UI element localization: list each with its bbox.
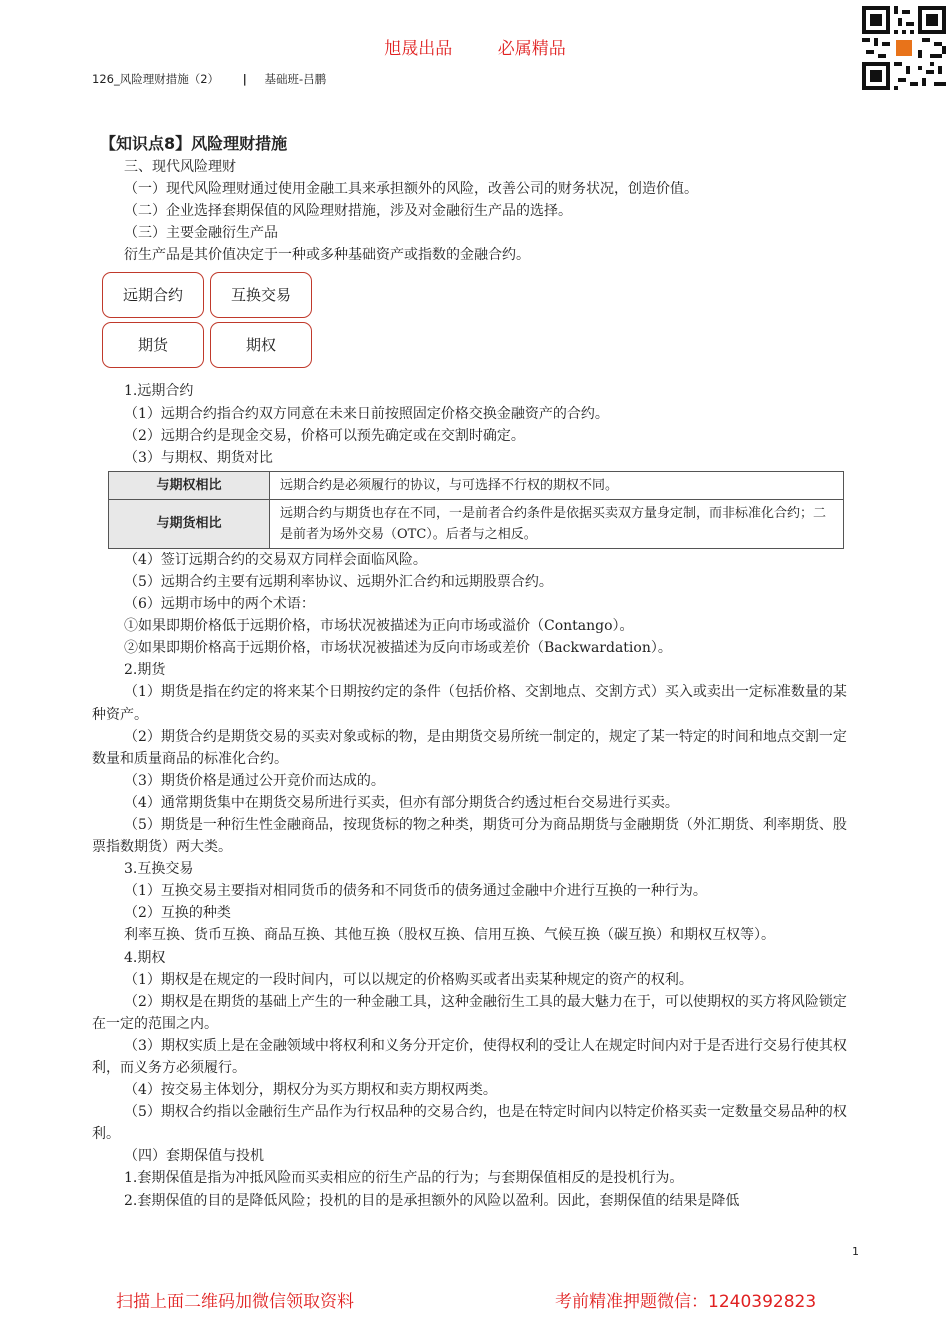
table-row (109, 471, 844, 499)
doc-title: 126_风险理财措施（2） (92, 72, 220, 86)
footer-right: 考前精准押题微信：1240392823 (555, 1292, 817, 1312)
subheading: 1.远期合约 (124, 383, 194, 400)
subheading: （四）套期保值与投机 (124, 1148, 264, 1165)
paragraph: （3）期权实质上是在金融领域中将权利和义务分开定价，使得权利的受让人在规定时间内对于是否进行交易行使其权利，而义务方必须履行。 (92, 1037, 847, 1076)
paragraph: （4）按交易主体划分，期权分为买方期权和卖方期权两类。 (124, 1082, 497, 1099)
subheading: 2.期货 (124, 662, 166, 679)
footer-left: 扫描上面二维码加微信领取资料 (116, 1292, 354, 1312)
paragraph: （2）期权是在期货的基础上产生的一种金融工具，这种金融衍生工具的最大魅力在于，可以使期权的买方将风险锁定在一定的范围之内。 (92, 993, 847, 1032)
intro-line: （二）企业选择套期保值的风险理财措施，涉及对金融衍生产品的选择。 (124, 203, 572, 220)
paragraph: （1）期权是在规定的一段时间内，可以以规定的价格购买或者出卖某种规定的资产的权利。 (124, 971, 693, 988)
paragraph: （4）签订远期合约的交易双方同样会面临风险。 (124, 551, 427, 568)
brand-banner (0, 34, 950, 59)
table-value: 远期合约是必须履行的协议，与可选择不行权的期权不同。 (270, 471, 844, 499)
intro-line: 衍生产品是其价值决定于一种或多种基础资产或指数的金融合约。 (124, 247, 530, 264)
intro-line: （一）现代风险理财通过使用金融工具来承担额外的风险，改善公司的财务状况，创造价值。 (124, 181, 698, 198)
table-value: 远期合约与期货也存在不同，一是前者合约条件是依据买卖双方量身定制，而非标准化合约；二是前者为场外交易（OTC）。后者与之相反。 (270, 499, 844, 548)
paragraph: ①如果即期价格低于远期价格，市场状况被描述为正向市场或溢价（Contango）。 (124, 618, 634, 635)
paragraph: （5）期货是一种衍生性金融商品，按现货标的物之种类，期货可分为商品期货与金融期货（外汇期货、利率期货、股票指数期货）两大类。 (92, 816, 847, 856)
paragraph: 1.套期保值是指为冲抵风险而买卖相应的衍生产品的行为；与套期保值相反的是投机行为。 (124, 1170, 684, 1187)
table-key: 与期货相比 (109, 499, 270, 548)
paragraph: （2）互换的种类 (124, 905, 231, 922)
document-body (92, 132, 860, 1212)
paragraph: （4）通常期货集中在期货交易所进行买卖，但亦有部分期货合约透过柜台交易进行买卖。 (124, 794, 679, 811)
comparison-table (108, 471, 844, 549)
paragraph: 2.套期保值的目的是降低风险；投机的目的是承担额外的风险以盈利。因此，套期保值的结果是降低 (124, 1192, 740, 1209)
paragraph: （2）期货合约是期货交易的买卖对象或标的物，是由期货交易所统一制定的，规定了某一特定的时间和地点交割一定数量和质量商品的标准化合约。 (92, 728, 847, 767)
paragraph: （3）期货价格是通过公开竞价而达成的。 (124, 772, 385, 789)
box-option: 期权 (210, 322, 312, 368)
paragraph: （5）期权合约指以金融衍生产品作为行权品种的交易合约，也是在特定时间内以特定价格买卖一定数量交易品种的权利。 (92, 1104, 847, 1143)
subheading: 4.期权 (124, 949, 166, 966)
section-title: 【知识点8】风险理财措施 (100, 134, 288, 153)
intro-line: （三）主要金融衍生产品 (124, 225, 278, 242)
page-number: 1 (852, 1245, 859, 1258)
paragraph: （1）互换交易主要指对相同货币的债务和不同货币的债务通过金融中介进行互换的一种行为。 (124, 883, 707, 900)
brand-left: 旭晟出品 (384, 39, 453, 59)
table-key: 与期权相比 (109, 471, 270, 499)
paragraph: （1）远期合约指合约双方同意在未来日前按照固定价格交换金融资产的合约。 (124, 405, 609, 422)
paragraph: （2）远期合约是现金交易，价格可以预先确定或在交割时确定。 (124, 427, 525, 444)
derivatives-diagram (92, 272, 860, 376)
paragraph: （3）与期权、期货对比 (124, 449, 273, 466)
intro-line: 三、现代风险理财 (124, 159, 236, 175)
brand-right: 必属精品 (497, 39, 566, 59)
doc-header (92, 71, 326, 87)
header-separator: | (242, 72, 247, 86)
paragraph: （1）期货是指在约定的将来某个日期按约定的条件（包括价格、交割地点、交割方式）买入或卖出一定标准数量的某种资产。 (92, 684, 847, 723)
box-swap: 互换交易 (210, 272, 312, 318)
paragraph: 利率互换、货币互换、商品互换、其他互换（股权互换、信用互换、气候互换（碳互换）和期权互权等）。 (124, 927, 775, 944)
paragraph: （6）远期市场中的两个术语： (124, 596, 315, 613)
qr-code-icon[interactable] (862, 6, 946, 90)
box-futures: 期货 (102, 322, 204, 368)
subheading: 3.互换交易 (124, 861, 194, 878)
paragraph: ②如果即期价格高于远期价格，市场状况被描述为反向市场或差价（Backwardation）。 (124, 640, 672, 657)
course-name: 基础班-吕鹏 (264, 72, 327, 86)
paragraph: （5）远期合约主要有远期利率协议、远期外汇合约和远期股票合约。 (124, 573, 553, 590)
box-forward: 远期合约 (102, 272, 204, 318)
table-row (109, 499, 844, 548)
